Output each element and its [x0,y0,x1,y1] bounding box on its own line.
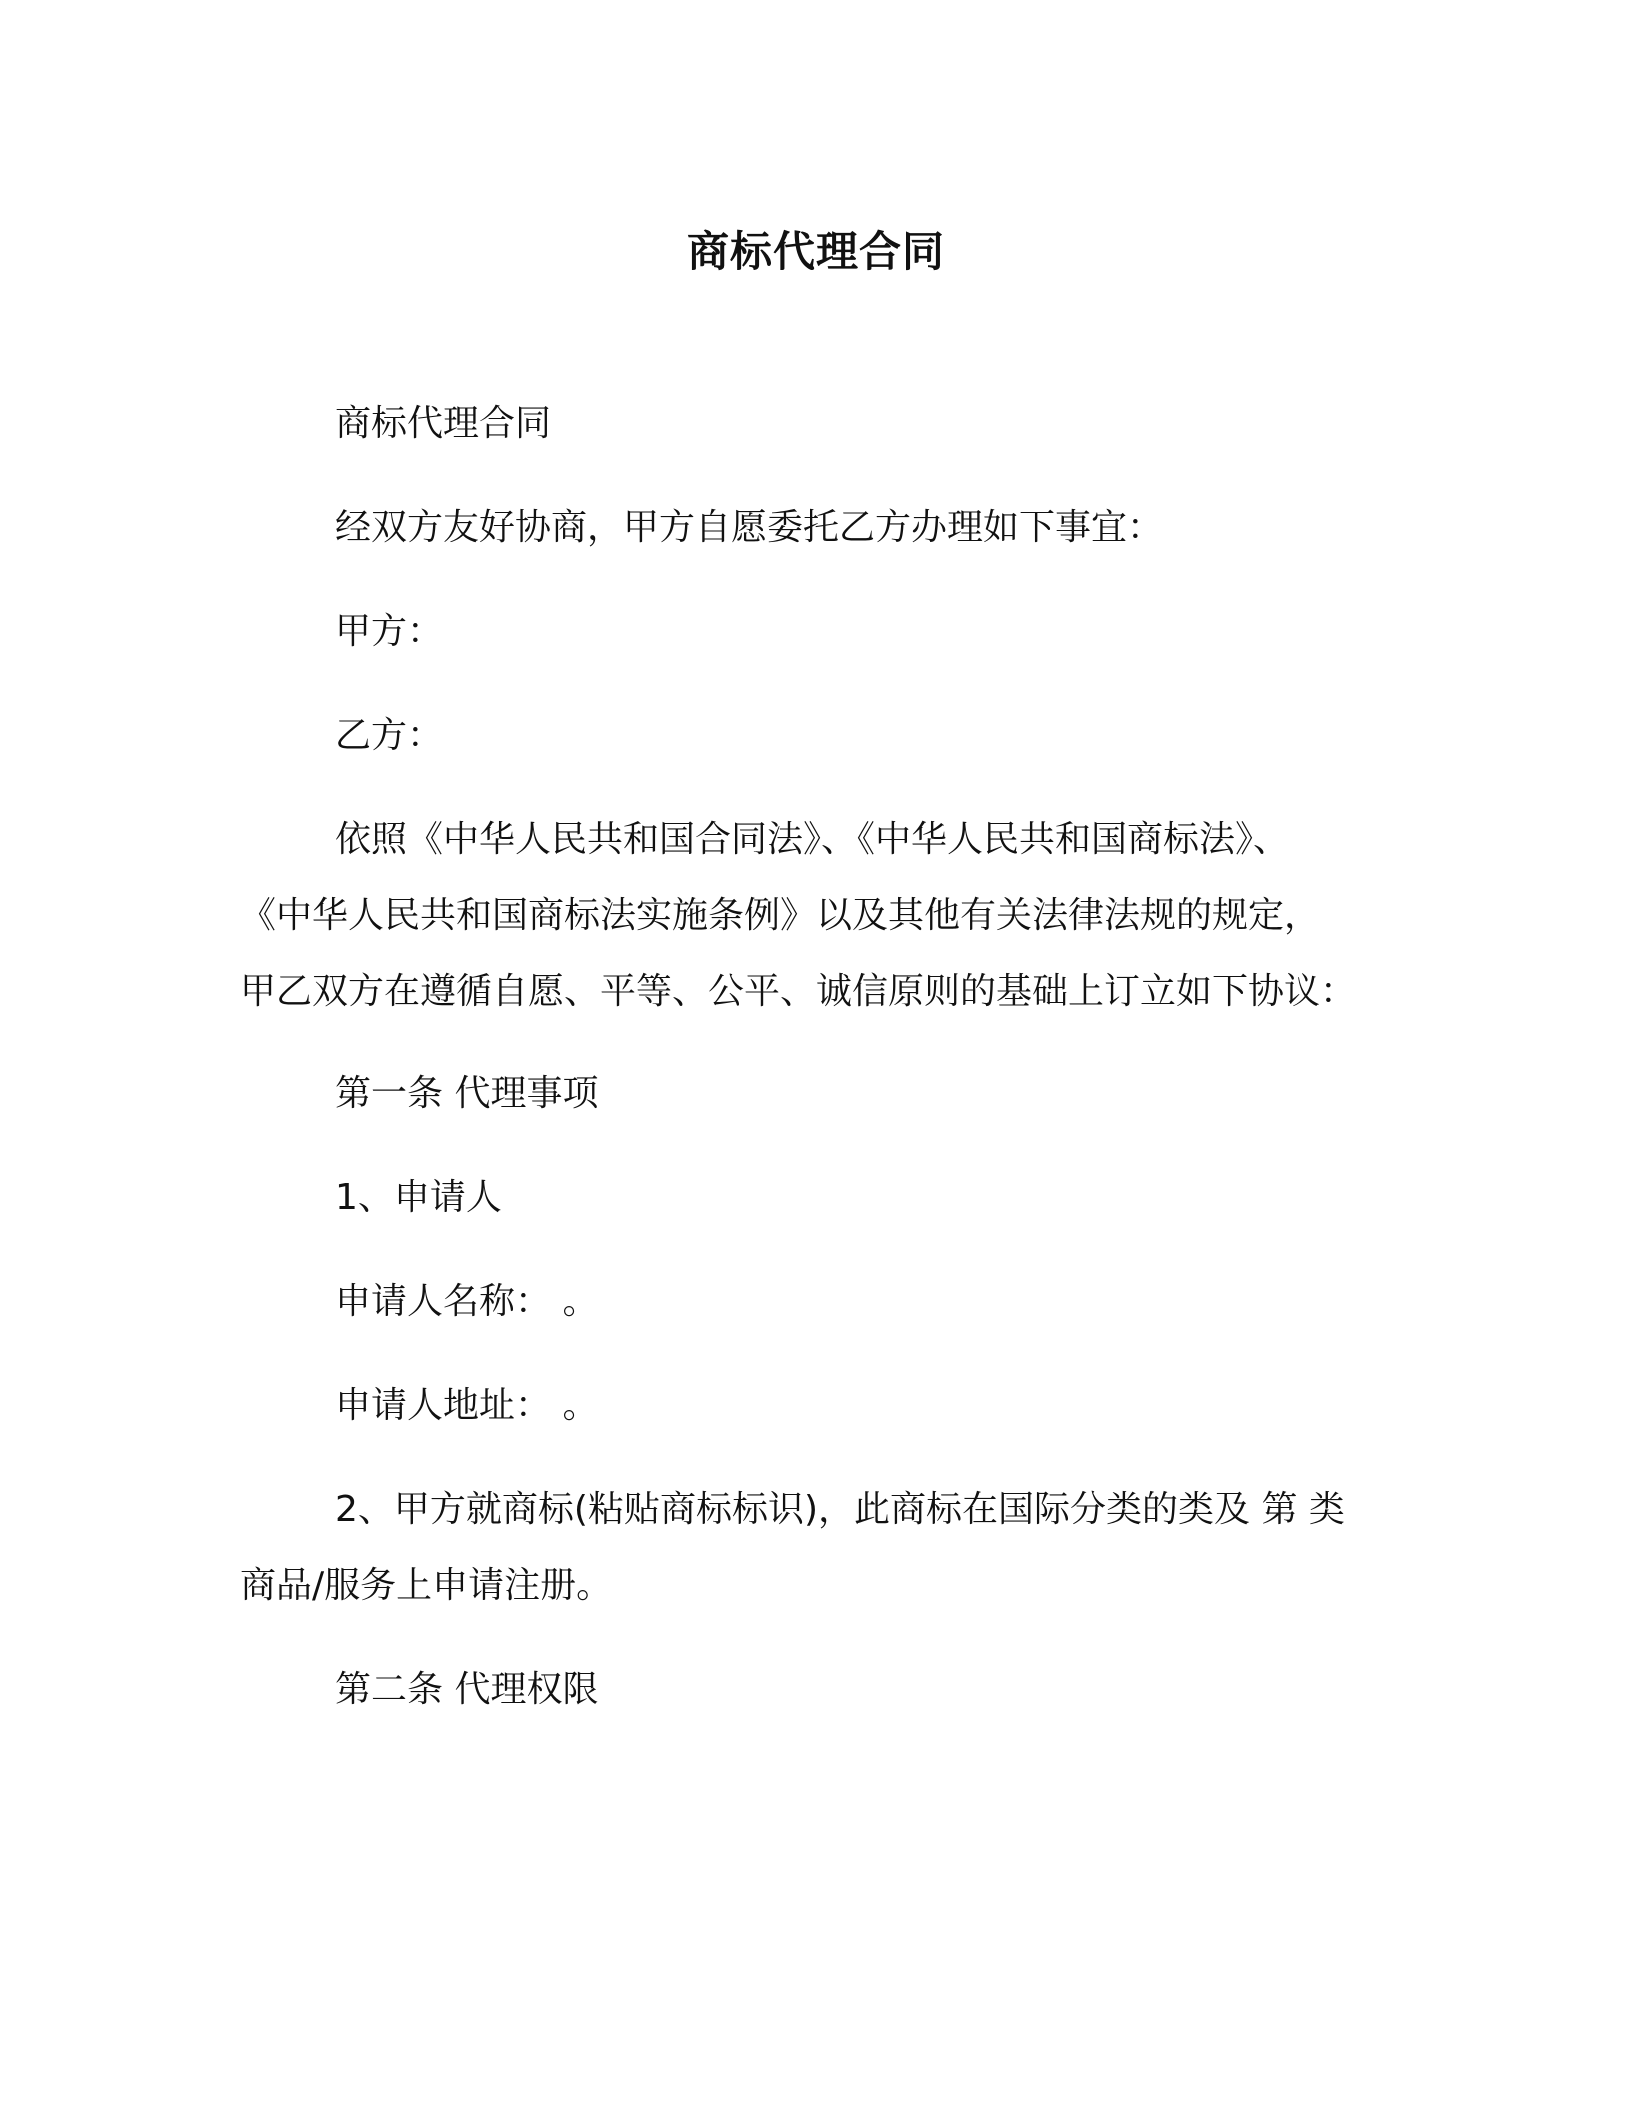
trademark-line-1: 2、甲方就商标(粘贴商标标识)，此商标在国际分类的类及 第 类 [335,1489,1345,1530]
legal-basis-line-2: 《中华人民共和国商标法实施条例》以及其他有关法律法规的规定， [240,895,1321,936]
article-1-heading: 第一条 代理事项 [335,1073,599,1114]
applicant-heading: 1、申请人 [335,1177,502,1218]
legal-basis-paragraph [240,814,1390,1018]
article-2-heading: 第二条 代理权限 [335,1669,599,1710]
party-a-label: 甲方： [335,611,444,652]
legal-basis-line-3: 甲乙双方在遵循自愿、平等、公平、诚信原则的基础上订立如下协议： [240,971,1357,1012]
applicant-name-field: 申请人名称： 。 [335,1281,599,1322]
legal-basis-line-1: 依照《中华人民共和国合同法》、《中华人民共和国商标法》、 [335,819,1290,860]
subtitle-paragraph: 商标代理合同 [335,403,552,444]
applicant-address-field: 申请人地址： 。 [335,1385,599,1426]
party-b-label: 乙方： [335,715,444,756]
intro-paragraph: 经双方友好协商，甲方自愿委托乙方办理如下事宜： [335,507,1164,548]
trademark-paragraph [240,1484,1390,1612]
trademark-line-2: 商品/服务上申请注册。 [240,1565,613,1606]
document-title: 商标代理合同 [686,227,945,276]
